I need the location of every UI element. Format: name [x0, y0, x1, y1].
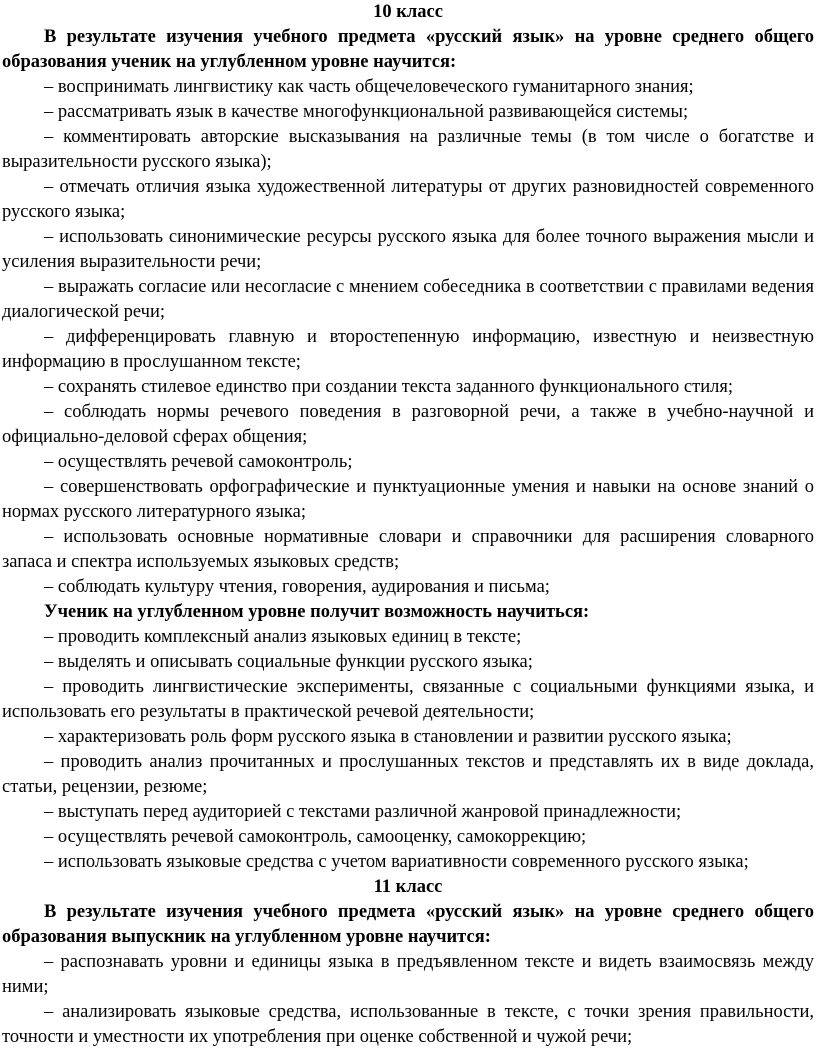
list-item: – выступать перед аудиторией с текстами различной жанровой принадлежности;	[44, 802, 682, 822]
list-item: – использовать синонимические ресурсы русского языка для более точного выражения мысли и усиления выразительности речи;	[2, 227, 814, 272]
list-item: – соблюдать культуру чтения, говорения, аудирования и письма;	[44, 577, 550, 597]
list-item: – использовать языковые средства с учетом вариативности современного русского языка;	[44, 852, 749, 872]
list-item: – дифференцировать главную и второстепенную информацию, известную и неизвестную информацию в прослушанном тексте;	[2, 327, 814, 372]
document-page	[2, 0, 814, 1050]
grade-11-heading: 11 класс	[373, 877, 443, 897]
list-item: – соблюдать нормы речевого поведения в разговорной речи, а также в учебно-научной и официально-деловой сферах общения;	[2, 402, 814, 447]
list-item: – воспринимать лингвистику как часть общечеловеческого гуманитарного знания;	[44, 77, 694, 97]
grade-10-intro: В результате изучения учебного предмета «русский язык» на уровне среднего общего образования ученик на углубленном уровне научится:	[2, 27, 814, 72]
list-item: – осуществлять речевой самоконтроль, самооценку, самокоррекцию;	[44, 827, 587, 847]
list-item: – проводить комплексный анализ языковых единиц в тексте;	[44, 627, 522, 647]
list-item: – отмечать отличия языка художественной литературы от других разновидностей современного русского языка;	[2, 177, 814, 222]
grade-11-intro: В результате изучения учебного предмета «русский язык» на уровне среднего общего образования выпускник на углубленном уровне научится:	[2, 902, 814, 947]
opportunity-heading: Ученик на углубленном уровне получит возможность научиться:	[44, 602, 590, 622]
list-item: – выделять и описывать социальные функции русского языка;	[44, 652, 533, 672]
list-item: – распознавать уровни и единицы языка в предъявленном тексте и видеть взаимосвязь между ними;	[2, 952, 814, 997]
grade-10-heading: 10 класс	[373, 2, 443, 22]
list-item: – использовать основные нормативные словари и справочники для расширения словарного запаса и спектра используемых языковых средств;	[2, 527, 814, 572]
list-item: – сохранять стилевое единство при создании текста заданного функционального стиля;	[44, 377, 733, 397]
list-item: – рассматривать язык в качестве многофункциональной развивающейся системы;	[44, 102, 689, 122]
list-item: – выражать согласие или несогласие с мнением собеседника в соответствии с правилами ведения диалогической речи;	[2, 277, 814, 322]
list-item: – проводить лингвистические эксперименты, связанные с социальными функциями языка, и использовать его результаты в практической речевой деятельности;	[2, 677, 814, 722]
list-item: – проводить анализ прочитанных и прослушанных текстов и представлять их в виде доклада, статьи, рецензии, резюме;	[2, 752, 814, 797]
list-item: – комментировать авторские высказывания на различные темы (в том числе о богатстве и выразительности русского языка);	[2, 127, 814, 172]
list-item: – совершенствовать орфографические и пунктуационные умения и навыки на основе знаний о нормах русского литературного языка;	[2, 477, 814, 522]
list-item: – характеризовать роль форм русского языка в становлении и развитии русского языка;	[44, 727, 732, 747]
list-item: – анализировать языковые средства, использованные в тексте, с точки зрения правильности, точности и уместности их употребления при оценке собственной и чужой речи;	[2, 1002, 814, 1047]
list-item: – осуществлять речевой самоконтроль;	[44, 452, 353, 472]
